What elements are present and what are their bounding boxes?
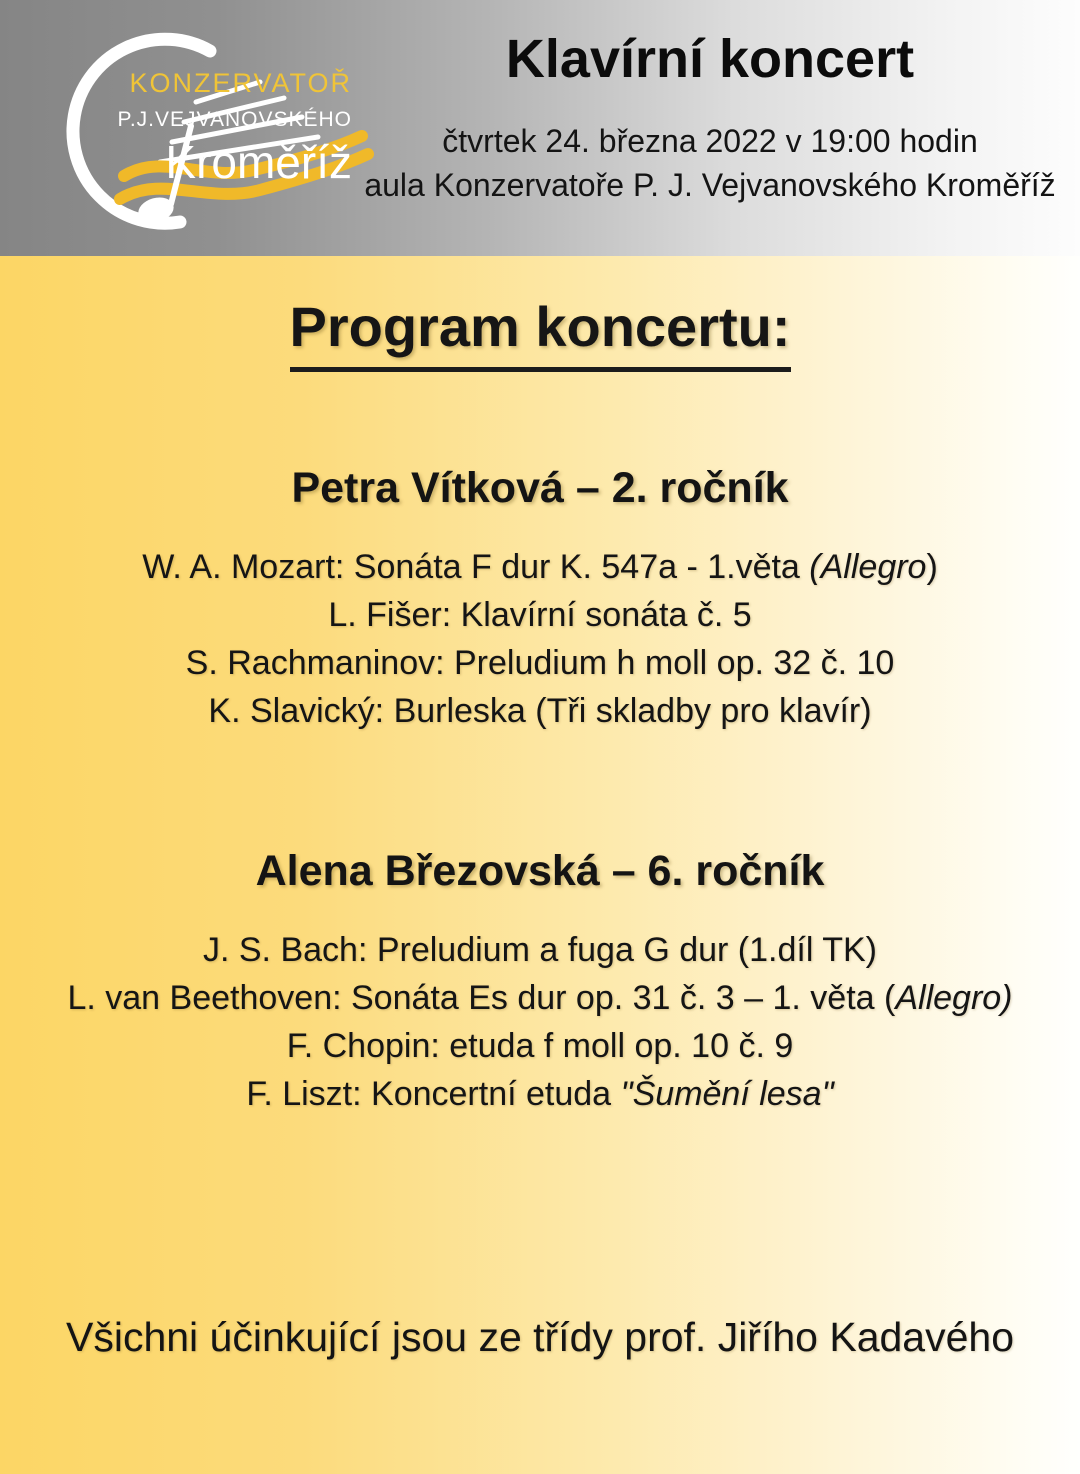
piece-line <box>0 1022 1080 1070</box>
logo-line3: Kroměříž <box>165 136 352 188</box>
piece-text-segment: J. S. Bach: Preludium a fuga G dur (1.díl TK) <box>202 931 877 969</box>
piece-line <box>0 926 1080 974</box>
music-logo-icon <box>44 26 390 238</box>
header-text-block <box>350 30 1070 207</box>
piece-text-segment: (Allegro <box>809 548 927 586</box>
piece-text-segment: "Šumění lesa" <box>620 1075 834 1113</box>
piece-text-segment: L. van Beethoven: Sonáta Es dur op. 31 č. 3 – 1. věta ( <box>67 979 896 1017</box>
piece-text-segment: Allegro) <box>895 979 1013 1017</box>
piece-line <box>0 974 1080 1022</box>
program-heading <box>0 294 1080 372</box>
piece-line <box>0 1070 1080 1118</box>
piece-list <box>0 926 1080 1118</box>
piece-list <box>0 543 1080 735</box>
program-body <box>0 256 1080 1118</box>
conservatory-logo <box>44 26 390 238</box>
piece-text-segment: F. Chopin: etuda f moll op. 10 č. 9 <box>286 1027 794 1065</box>
piece-text-segment: F. Liszt: Koncertní etuda <box>246 1075 621 1113</box>
piece-text-segment: ) <box>926 548 938 586</box>
piece-line <box>0 639 1080 687</box>
event-date: čtvrtek 24. března 2022 v 19:00 hodin <box>442 123 978 160</box>
piece-line <box>0 687 1080 735</box>
program-heading-text: Program koncertu: <box>290 294 791 372</box>
footer-note: Všichni účinkující jsou ze třídy prof. Jiřího Kadavého <box>65 1314 1015 1360</box>
piece-text-segment: S. Rachmaninov: Preludium h moll op. 32 č. 10 <box>185 644 895 682</box>
program-section <box>0 464 1080 735</box>
piece-text-segment: W. A. Mozart: Sonáta F dur K. 547a - 1.věta <box>142 548 810 586</box>
program-section <box>0 847 1080 1118</box>
poster-title: Klavírní koncert <box>505 29 915 89</box>
piece-text-segment: K. Slavický: Burleska (Tři skladby pro klavír) <box>208 692 872 730</box>
logo-line2: P.J.VEJVANOVSKÉHO <box>117 108 352 131</box>
logo-line1: KONZERVATOŘ <box>129 68 352 98</box>
event-venue: aula Konzervatoře P. J. Vejvanovského Kroměříž <box>364 167 1056 204</box>
performer-heading: Petra Vítková – 2. ročník <box>291 464 789 512</box>
piece-line <box>0 591 1080 639</box>
event-details <box>350 119 1070 207</box>
program-sections <box>0 464 1080 1118</box>
header-band <box>0 0 1080 256</box>
piece-line <box>0 543 1080 591</box>
performer-heading: Alena Březovská – 6. ročník <box>255 847 825 895</box>
piece-text-segment: L. Fišer: Klavírní sonáta č. 5 <box>328 596 752 634</box>
